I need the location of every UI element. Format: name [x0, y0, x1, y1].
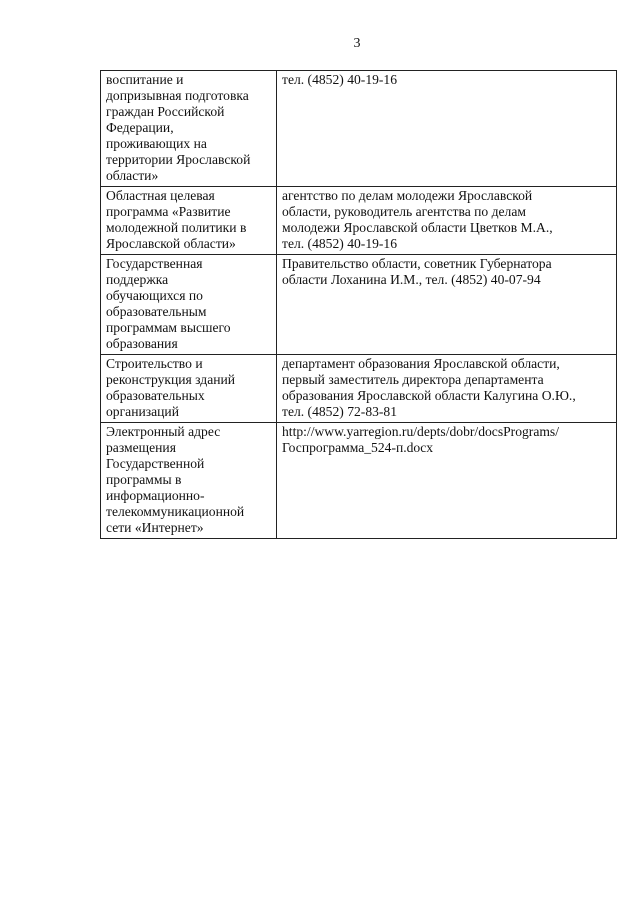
table-row [101, 255, 617, 355]
program-url-cell: http://www.yarregion.ru/depts/dobr/docsPrograms/ Госпрограмма_524-п.docx [277, 423, 617, 539]
table-row [101, 187, 617, 255]
table-row [101, 71, 617, 187]
row-label-cell: Государственная поддержка обучающихся по образовательным программам высшего образования [101, 255, 277, 355]
row-value-cell: департамент образования Ярославской области, первый заместитель директора департамента образования Ярославской области Калугина О.Ю., тел. (4852) 72-83-81 [277, 355, 617, 423]
table-row [101, 423, 617, 539]
program-info-table [100, 70, 617, 539]
row-value-cell: Правительство области, советник Губернатора области Лоханина И.М., тел. (4852) 40-07-94 [277, 255, 617, 355]
page-number: 3 [353, 36, 361, 51]
table-row [101, 355, 617, 423]
row-value-cell: тел. (4852) 40-19-16 [277, 71, 617, 187]
row-label-cell: Областная целевая программа «Развитие молодежной политики в Ярославской области» [101, 187, 277, 255]
row-label-cell: воспитание и допризывная подготовка граждан Российской Федерации, проживающих на территории Ярославской области» [101, 71, 277, 187]
row-label-cell: Электронный адрес размещения Государственной программы в информационно- телекоммуникационной сети «Интернет» [101, 423, 277, 539]
row-label-cell: Строительство и реконструкция зданий образовательных организаций [101, 355, 277, 423]
row-value-cell: агентство по делам молодежи Ярославской области, руководитель агентства по делам молодежи Ярославской области Цветков М.А., тел. (4852) 40-19-16 [277, 187, 617, 255]
